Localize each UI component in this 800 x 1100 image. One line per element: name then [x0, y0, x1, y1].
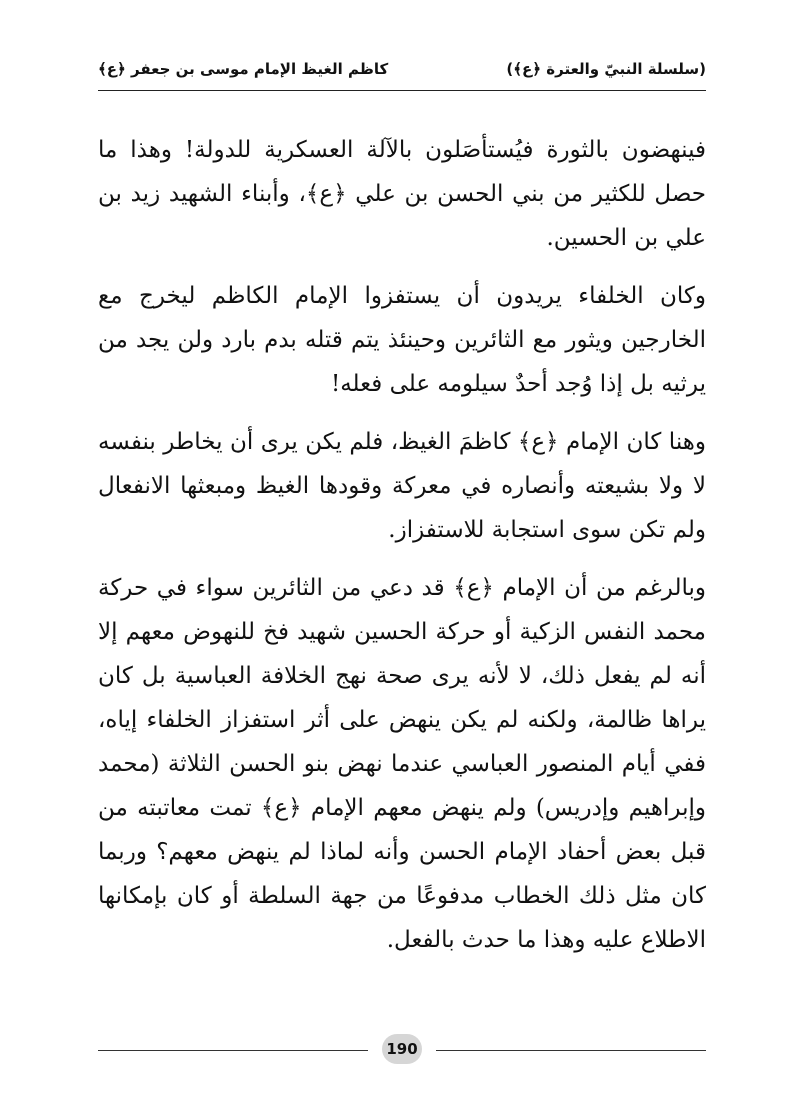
paragraph-1: فينهضون بالثورة فيُستأصَلون بالآلة العسكرية للدولة! وهذا ما حصل للكثير من بني الحسن بن علي ﴿ع﴾، وأبناء الشهيد زيد بن علي بن الحسين.	[98, 137, 706, 251]
page-number: 190	[382, 1034, 422, 1064]
paragraph-4: وبالرغم من أن الإمام ﴿ع﴾ قد دعي من الثائرين سواء في حركة محمد النفس الزكية أو حركة الحسين شهيد فخ للنهوض معهم إلا أنه لم يفعل ذلك، لا لأنه يرى صحة نهج الخلافة العباسية بل كان يراها ظالمة، ولكنه لم يكن ينهض على أثر استفزاز الخلفاء إياه، ففي أيام المنصور العباسي عندما نهض بنو الحسن الثلاثة (محمد وإبراهيم وإدريس) ولم ينهض معهم الإمام ﴿ع﴾ تمت معاتبته من قبل بعض أحفاد الإمام الحسن وأنه لماذا لم ينهض معهم؟ وربما كان مثل ذلك الخطاب مدفوعًا من جهة السلطة أو كان بإمكانها الاطلاع عليه وهذا ما حدث بالفعل.	[98, 575, 706, 953]
page-body	[98, 128, 706, 976]
header-rule	[98, 90, 706, 91]
footer-rule-right	[436, 1050, 706, 1051]
book-title: كاظم الغيظ الإمام موسى بن جعفر ﴿ع﴾	[98, 60, 389, 78]
paragraph-3: وهنا كان الإمام ﴿ع﴾ كاظمَ الغيظ، فلم يكن يرى أن يخاطر بنفسه لا ولا بشيعته وأنصاره في معركة وقودها الغيظ ومبعثها الانفعال ولم تكن سوى استجابة للاستفزاز.	[98, 429, 706, 543]
paragraph-2: وكان الخلفاء يريدون أن يستفزوا الإمام الكاظم ليخرج مع الخارجين ويثور مع الثائرين وحينئذ يتم قتله بدم بارد ولن يجد من يرثيه بل إذا وُجد أحدٌ سيلومه على فعله!	[98, 283, 706, 397]
series-title: (سلسلة النبيّ والعترة ﴿ع﴾)	[506, 60, 706, 78]
page-footer	[98, 1034, 706, 1068]
footer-rule-left	[98, 1050, 368, 1051]
running-header	[98, 56, 706, 96]
